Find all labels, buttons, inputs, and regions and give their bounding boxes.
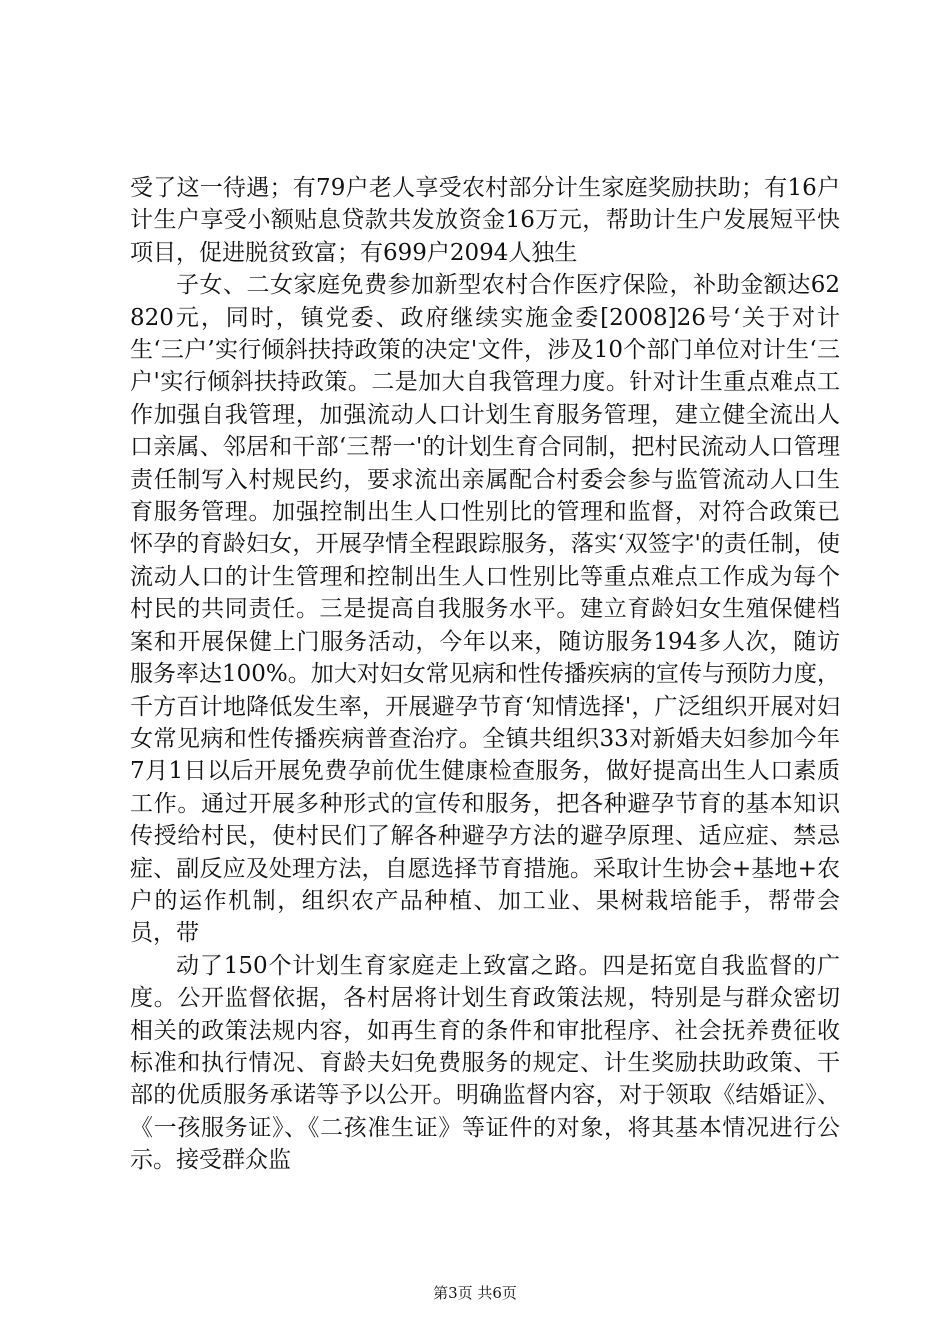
paragraph-main: 子女、二女家庭免费参加新型农村合作医疗保险，补助金额达62820元，同时，镇党委、政府继续实施金委[2008]26号‘关于对计生‘三户’实行倾斜扶持政策的决定'文件，涉及10个部门单位对计生‘三户'实行倾斜扶持政策。二是加大自我管理力度。针对计生重点难点工作加强自我管理，加强流动人口计划生育服务管理，建立健全流出人口亲属、邻居和干部‘三帮一'的计划生育合同制，把村民流动人口管理责任制写入村规民约，要求流出亲属配合村委会参与监管流动人口生育服务管理。加强控制出生人口性别比的管理和监督，对符合政策已怀孕的育龄妇女，开展孕情全程跟踪服务，落实‘双签字'的责任制，使流动人口的计生管理和控制出生人口性别比等重点难点工作成为每个村民的共同责任。三是提高自我服务水平。建立育龄妇女生殖保健档案和开展保健上门服务活动，今年以来，随访服务194多人次，随访服务率达100%。加大对妇女常见病和性传播疾病的宣传与预防力度，千方百计地降低发生率，开展避孕节育‘知情选择'，广泛组织开展对妇女常见病和性传播疾病普查治疗。全镇共组织33对新婚夫妇参加今年7月1日以后开展免费孕前优生健康检查服务，做好提高出生人口素质工作。通过开展多种形式的宣传和服务，把各种避孕节育的基本知识传授给村民，使村民们了解各种避孕方法的避孕原理、适应症、禁忌症、副反应及处理方法，自愿选择节育措施。采取计生协会+基地+农户的运作机制，组织农产品种植、加工业、果树栽培能手，帮带会员，带 [130,272,840,947]
paragraph-continuation: 受了这一待遇；有79户老人享受农村部分计生家庭奖励扶助；有16户计生户享受小额贴息贷款共发放资金16万元，帮助计生户发展短平快项目，促进脱贫致富；有699户2094人独生 [130,175,840,266]
paragraph-final: 动了150个计划生育家庭走上致富之路。四是拓宽自我监督的广度。公开监督依据，各村居将计划生育政策法规，特别是与群众密切相关的政策法规内容，如再生育的条件和审批程序、社会抚养费征收标准和执行情况、育龄夫妇免费服务的规定、计生奖励扶助政策、干部的优质服务承诺等予以公开。明确监督内容，对于领取《结婚证》、《一孩服务证》、《二孩准生证》等证件的对象，将其基本情况进行公示。接受群众监 [130,952,840,1174]
body-text [130,172,840,1177]
page-footer: 第3页 共6页 [433,1284,517,1302]
